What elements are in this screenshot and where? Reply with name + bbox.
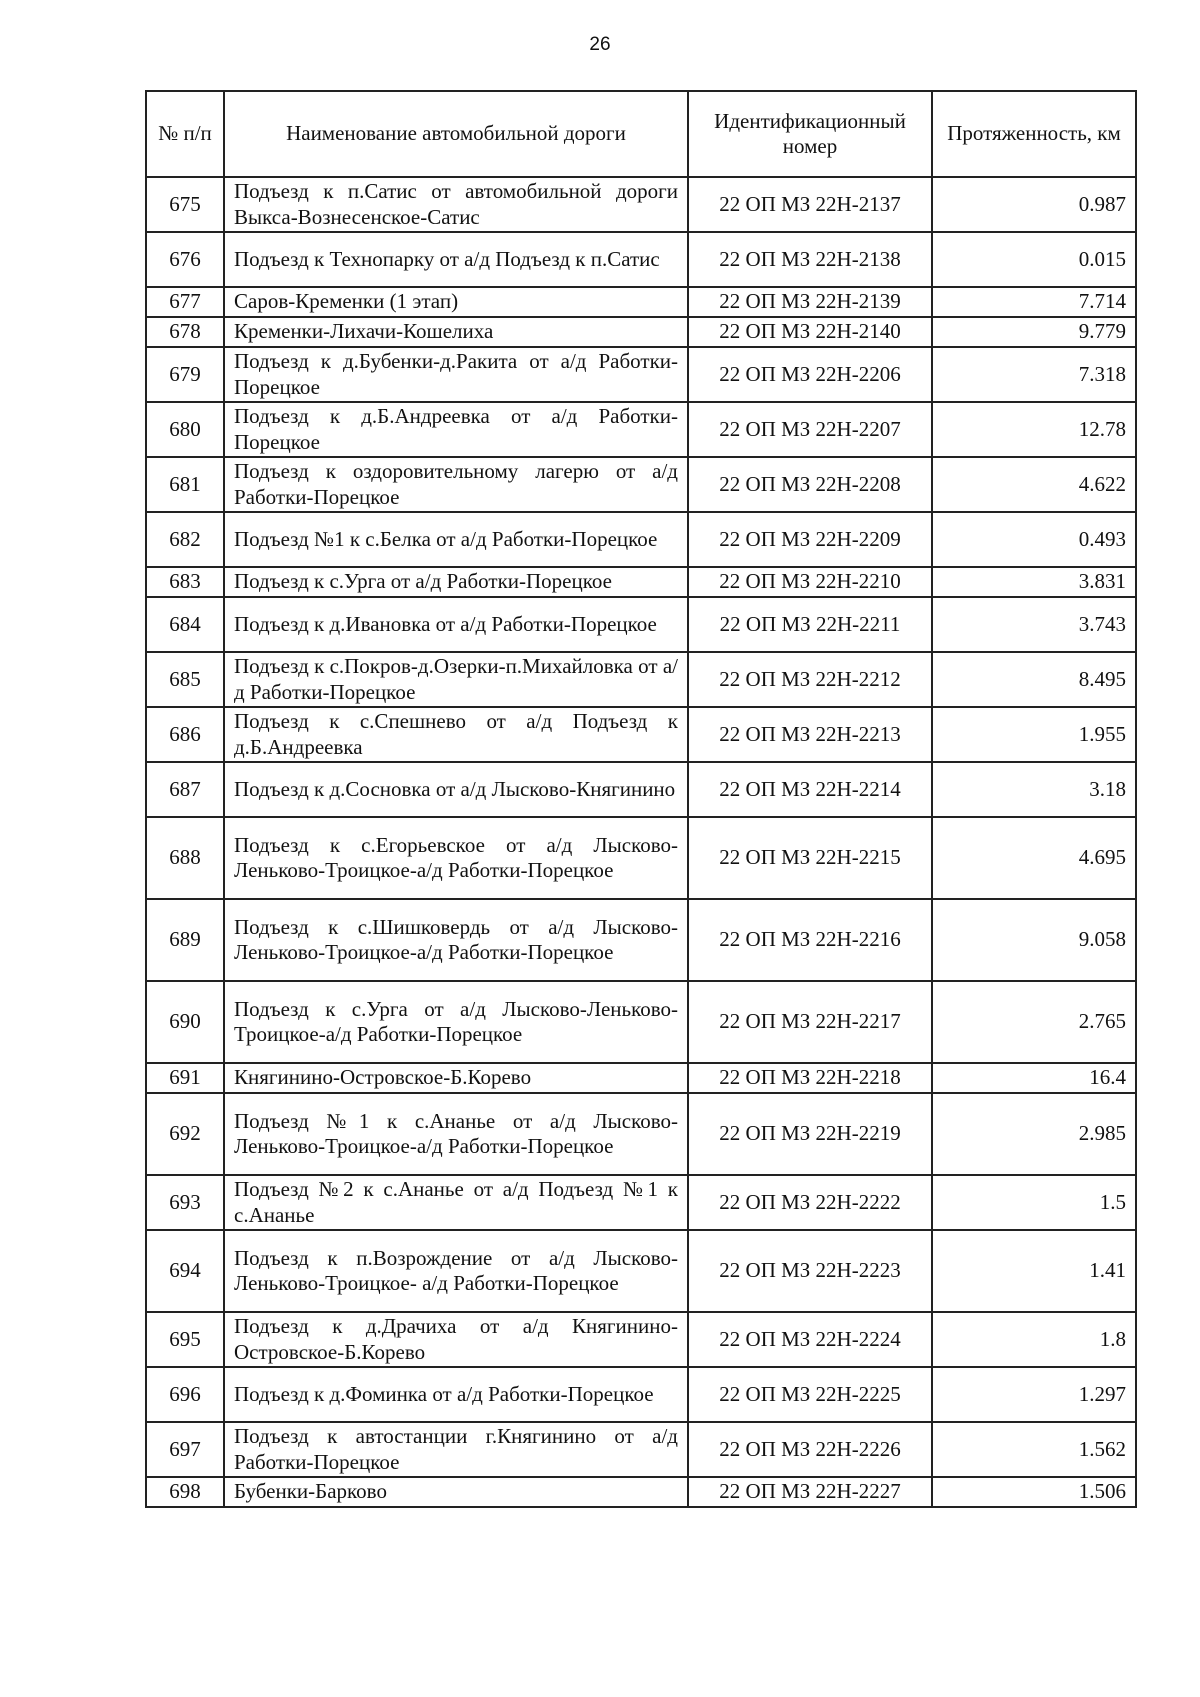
road-length: 0.493 <box>932 512 1136 567</box>
road-id: 22 ОП МЗ 22Н-2213 <box>688 707 932 762</box>
road-id: 22 ОП МЗ 22Н-2206 <box>688 347 932 402</box>
road-id: 22 ОП МЗ 22Н-2140 <box>688 317 932 347</box>
table-row <box>146 317 1136 347</box>
row-number: 689 <box>146 899 224 981</box>
road-id: 22 ОП МЗ 22Н-2137 <box>688 177 932 232</box>
row-number: 693 <box>146 1175 224 1230</box>
road-id: 22 ОП МЗ 22Н-2210 <box>688 567 932 597</box>
header-row <box>146 91 1136 177</box>
row-number: 694 <box>146 1230 224 1312</box>
road-id: 22 ОП МЗ 22Н-2219 <box>688 1093 932 1175</box>
road-name: Кременки-Лихачи-Кошелиха <box>224 317 688 347</box>
table-row <box>146 1422 1136 1477</box>
header-length: Протяженность, км <box>932 91 1136 177</box>
road-length: 1.562 <box>932 1422 1136 1477</box>
road-name: Подъезд к Технопарку от а/д Подъезд к п.Сатис <box>224 232 688 287</box>
table-row <box>146 707 1136 762</box>
road-name: Подъезд №1 к с.Белка от а/д Работки-Порецкое <box>224 512 688 567</box>
road-length: 2.985 <box>932 1093 1136 1175</box>
road-name: Подъезд к д.Фоминка от а/д Работки-Порецкое <box>224 1367 688 1422</box>
road-name: Подъезд к с.Урга от а/д Работки-Порецкое <box>224 567 688 597</box>
road-length: 1.41 <box>932 1230 1136 1312</box>
row-number: 676 <box>146 232 224 287</box>
row-number: 679 <box>146 347 224 402</box>
road-id: 22 ОП МЗ 22Н-2215 <box>688 817 932 899</box>
table-row <box>146 177 1136 232</box>
road-id: 22 ОП МЗ 22Н-2224 <box>688 1312 932 1367</box>
table-row <box>146 1230 1136 1312</box>
road-length: 0.015 <box>932 232 1136 287</box>
road-name: Подъезд к с.Урга от а/д Лысково-Леньково-Троицкое-а/д Работки-Порецкое <box>224 981 688 1063</box>
table-row <box>146 232 1136 287</box>
road-name: Подъезд №1 к с.Ананье от а/д Лысково-Леньково-Троицкое-а/д Работки-Порецкое <box>224 1093 688 1175</box>
row-number: 698 <box>146 1477 224 1507</box>
row-number: 675 <box>146 177 224 232</box>
header-id: Идентификационный номер <box>688 91 932 177</box>
road-length: 2.765 <box>932 981 1136 1063</box>
road-id: 22 ОП МЗ 22Н-2211 <box>688 597 932 652</box>
table-row <box>146 287 1136 317</box>
road-id: 22 ОП МЗ 22Н-2217 <box>688 981 932 1063</box>
road-name: Подъезд к д.Драчиха от а/д Княгинино-Островское-Б.Корево <box>224 1312 688 1367</box>
road-id: 22 ОП МЗ 22Н-2218 <box>688 1063 932 1093</box>
road-name: Подъезд №2 к с.Ананье от а/д Подъезд №1 к с.Ананье <box>224 1175 688 1230</box>
row-number: 684 <box>146 597 224 652</box>
row-number: 685 <box>146 652 224 707</box>
road-id: 22 ОП МЗ 22Н-2209 <box>688 512 932 567</box>
table-row <box>146 1093 1136 1175</box>
road-length: 16.4 <box>932 1063 1136 1093</box>
road-length: 3.831 <box>932 567 1136 597</box>
road-length: 1.506 <box>932 1477 1136 1507</box>
road-name: Подъезд к п.Сатис от автомобильной дороги Выкса-Вознесенское-Сатис <box>224 177 688 232</box>
road-id: 22 ОП МЗ 22Н-2214 <box>688 762 932 817</box>
row-number: 690 <box>146 981 224 1063</box>
table-row <box>146 1312 1136 1367</box>
row-number: 691 <box>146 1063 224 1093</box>
table-row <box>146 817 1136 899</box>
table-row <box>146 1367 1136 1422</box>
row-number: 677 <box>146 287 224 317</box>
road-length: 12.78 <box>932 402 1136 457</box>
header-num: № п/п <box>146 91 224 177</box>
table-row <box>146 347 1136 402</box>
row-number: 697 <box>146 1422 224 1477</box>
road-length: 3.743 <box>932 597 1136 652</box>
road-name: Бубенки-Барково <box>224 1477 688 1507</box>
road-length: 1.955 <box>932 707 1136 762</box>
row-number: 681 <box>146 457 224 512</box>
road-name: Княгинино-Островское-Б.Корево <box>224 1063 688 1093</box>
table-body <box>146 177 1136 1507</box>
table-row <box>146 899 1136 981</box>
row-number: 695 <box>146 1312 224 1367</box>
road-name: Подъезд к д.Сосновка от а/д Лысково-Княгинино <box>224 762 688 817</box>
road-name: Подъезд к п.Возрождение от а/д Лысково-Леньково-Троицкое- а/д Работки-Порецкое <box>224 1230 688 1312</box>
row-number: 686 <box>146 707 224 762</box>
road-length: 9.779 <box>932 317 1136 347</box>
road-name: Подъезд к с.Шишковердь от а/д Лысково-Леньково-Троицкое-а/д Работки-Порецкое <box>224 899 688 981</box>
road-length: 3.18 <box>932 762 1136 817</box>
road-length: 0.987 <box>932 177 1136 232</box>
table-row <box>146 981 1136 1063</box>
road-length: 7.318 <box>932 347 1136 402</box>
row-number: 687 <box>146 762 224 817</box>
road-id: 22 ОП МЗ 22Н-2227 <box>688 1477 932 1507</box>
table-row <box>146 1477 1136 1507</box>
road-name: Подъезд к с.Покров-д.Озерки-п.Михайловка от а/д Работки-Порецкое <box>224 652 688 707</box>
road-id: 22 ОП МЗ 22Н-2139 <box>688 287 932 317</box>
road-id: 22 ОП МЗ 22Н-2212 <box>688 652 932 707</box>
row-number: 683 <box>146 567 224 597</box>
row-number: 682 <box>146 512 224 567</box>
header-name: Наименование автомобильной дороги <box>224 91 688 177</box>
table-row <box>146 1063 1136 1093</box>
row-number: 680 <box>146 402 224 457</box>
row-number: 696 <box>146 1367 224 1422</box>
road-name: Подъезд к автостанции г.Княгинино от а/д Работки-Порецкое <box>224 1422 688 1477</box>
table-row <box>146 512 1136 567</box>
road-name: Саров-Кременки (1 этап) <box>224 287 688 317</box>
road-length: 1.297 <box>932 1367 1136 1422</box>
road-length: 1.5 <box>932 1175 1136 1230</box>
table-row <box>146 402 1136 457</box>
table-row <box>146 652 1136 707</box>
page-number: 26 <box>589 34 611 55</box>
road-id: 22 ОП МЗ 22Н-2223 <box>688 1230 932 1312</box>
road-name: Подъезд к д.Б.Андреевка от а/д Работки-Порецкое <box>224 402 688 457</box>
table-row <box>146 597 1136 652</box>
road-length: 4.695 <box>932 817 1136 899</box>
road-id: 22 ОП МЗ 22Н-2222 <box>688 1175 932 1230</box>
road-id: 22 ОП МЗ 22Н-2138 <box>688 232 932 287</box>
road-name: Подъезд к оздоровительному лагерю от а/д Работки-Порецкое <box>224 457 688 512</box>
road-name: Подъезд к д.Ивановка от а/д Работки-Порецкое <box>224 597 688 652</box>
road-name: Подъезд к с.Спешнево от а/д Подъезд к д.Б.Андреевка <box>224 707 688 762</box>
row-number: 692 <box>146 1093 224 1175</box>
road-id: 22 ОП МЗ 22Н-2208 <box>688 457 932 512</box>
row-number: 688 <box>146 817 224 899</box>
road-name: Подъезд к д.Бубенки-д.Ракита от а/д Работки-Порецкое <box>224 347 688 402</box>
road-id: 22 ОП МЗ 22Н-2226 <box>688 1422 932 1477</box>
road-id: 22 ОП МЗ 22Н-2225 <box>688 1367 932 1422</box>
table-row <box>146 457 1136 512</box>
road-id: 22 ОП МЗ 22Н-2216 <box>688 899 932 981</box>
road-name: Подъезд к с.Егорьевское от а/д Лысково-Леньково-Троицкое-а/д Работки-Порецкое <box>224 817 688 899</box>
row-number: 678 <box>146 317 224 347</box>
table-row <box>146 762 1136 817</box>
table-row <box>146 1175 1136 1230</box>
road-length: 7.714 <box>932 287 1136 317</box>
road-length: 4.622 <box>932 457 1136 512</box>
table-header <box>146 91 1136 177</box>
roads-table <box>145 90 1137 1508</box>
road-id: 22 ОП МЗ 22Н-2207 <box>688 402 932 457</box>
road-length: 9.058 <box>932 899 1136 981</box>
road-length: 1.8 <box>932 1312 1136 1367</box>
table-row <box>146 567 1136 597</box>
road-length: 8.495 <box>932 652 1136 707</box>
